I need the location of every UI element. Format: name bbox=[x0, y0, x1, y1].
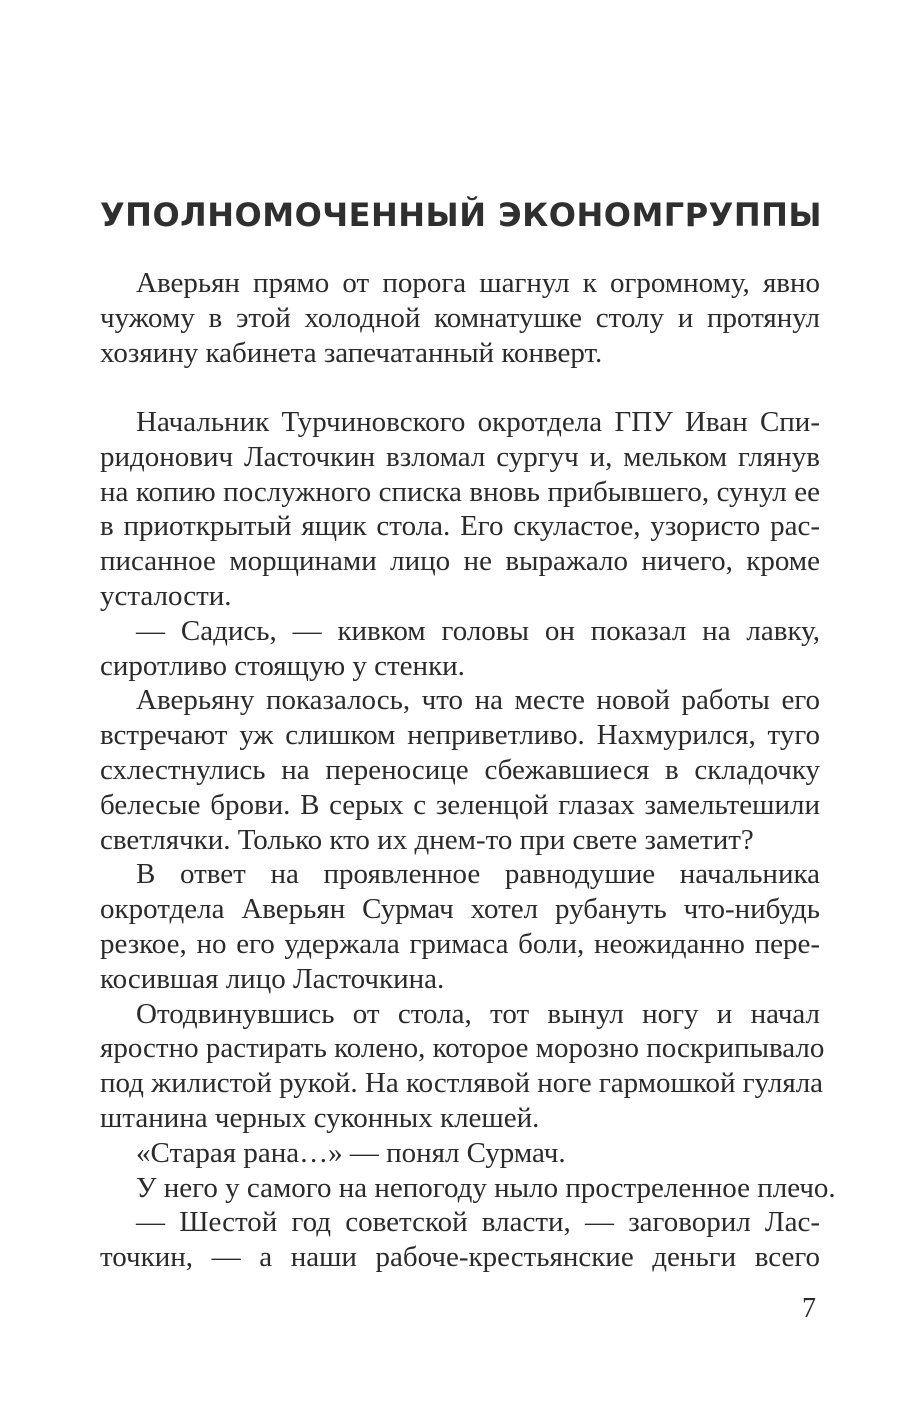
text-line: — Шестой год советской власти, — заговорил Лас- bbox=[136, 1206, 820, 1239]
chapter-title: УПОЛНОМОЧЕННЫЙ ЭКОНОМГРУППЫ bbox=[100, 196, 823, 234]
text-line: косившая лицо Ласточкина. bbox=[100, 962, 445, 995]
text-line: окротдела Аверьян Сурмач хотел рубануть что-нибудь bbox=[100, 893, 820, 926]
text-line: писанное морщинами лицо не выражало ничего, кроме bbox=[100, 545, 820, 578]
text-line: встречают уж слишком неприветливо. Нахмурился, туго bbox=[100, 719, 820, 752]
text-line: Начальник Турчиновского окротдела ГПУ Иван Спи- bbox=[136, 406, 820, 438]
text-line: чужому в этой холодной комнатушке столу и протянул bbox=[100, 301, 820, 334]
text-line: штанина черных суконных клешей. bbox=[100, 1101, 540, 1134]
text-line: Аверьян прямо от порога шагнул к огромному, явно bbox=[136, 267, 820, 299]
text-line: Отодвинувшись от стола, тот вынул ногу и начал bbox=[136, 997, 820, 1030]
text-line: В ответ на проявленное равнодушие начальника bbox=[136, 858, 820, 891]
text-line: У него у самого на непогоду ныло простреленное плечо. bbox=[136, 1171, 836, 1204]
text-line: яростно растирать колено, которое морозно поскрипывало bbox=[100, 1032, 825, 1065]
text-line: белесые брови. В серых с зеленцой глазах замельтешили bbox=[100, 788, 820, 821]
text-line: резкое, но его удержала гримаса боли, неожиданно пере- bbox=[100, 927, 820, 960]
main-text bbox=[100, 405, 836, 1275]
text-line: в приоткрытый ящик стола. Его скуластое, узористо рас- bbox=[100, 510, 820, 543]
text-line: на копию послужного списка вновь прибывшего, сунул ее bbox=[100, 475, 820, 508]
text-line: точкин, — а наши рабоче-крестьянские деньги всего bbox=[100, 1241, 820, 1274]
text-line: под жилистой рукой. На костлявой ноге гармошкой гуляла bbox=[100, 1067, 824, 1100]
opening-paragraph bbox=[100, 266, 820, 370]
text-line: — Садись, — кивком головы он показал на лавку, bbox=[136, 614, 820, 647]
page-number: 7 bbox=[802, 1293, 816, 1324]
text-line: светлячки. Только кто их днем-то при свете заметит? bbox=[100, 823, 754, 856]
text-line: «Старая рана…» — понял Сурмач. bbox=[136, 1136, 566, 1169]
text-line: хозяину кабинета запечатанный конверт. bbox=[100, 336, 603, 369]
text-line: Аверьяну показалось, что на месте новой работы его bbox=[136, 684, 820, 717]
text-line: схлестнулись на переносице сбежавшиеся в складочку bbox=[100, 753, 820, 786]
text-line: усталости. bbox=[100, 579, 232, 612]
text-line: ридонович Ласточкин взломал сургуч и, мельком глянув bbox=[100, 440, 820, 473]
text-line: сиротливо стоящую у стенки. bbox=[100, 649, 465, 682]
